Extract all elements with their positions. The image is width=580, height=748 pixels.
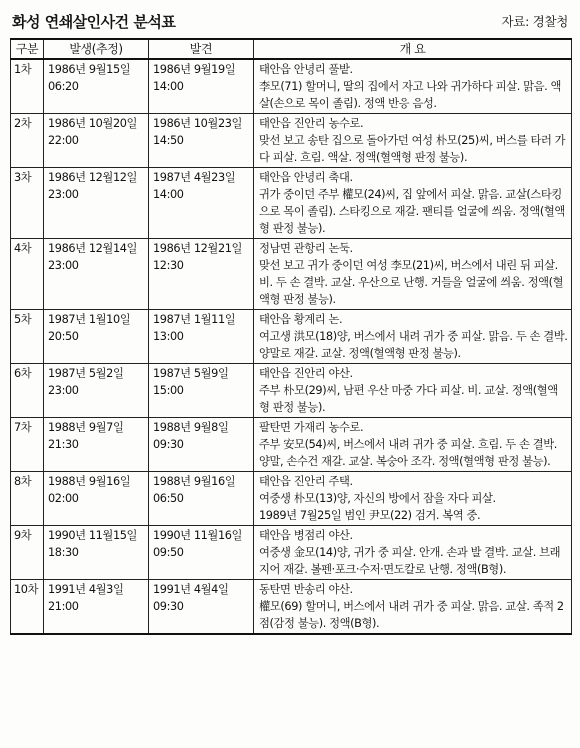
case-location: 태안읍 진안리 야산. <box>259 367 353 380</box>
column-header-number: 구분 <box>11 39 44 59</box>
case-summary <box>254 239 572 310</box>
case-summary <box>254 418 572 472</box>
table-row <box>11 168 572 239</box>
table-row <box>11 526 572 580</box>
table-row <box>11 364 572 418</box>
case-number: 6차 <box>11 364 44 418</box>
case-summary <box>254 168 572 239</box>
occurred-datetime: 1986년 12월14일 23:00 <box>44 239 149 310</box>
table-title: 화성 연쇄살인사건 분석표 <box>12 12 176 31</box>
table-row <box>11 59 572 114</box>
case-number: 10차 <box>11 580 44 635</box>
case-summary <box>254 114 572 168</box>
case-description: 주부 安모(54)씨, 버스에서 내려 귀가 중 피살. 흐림. 두 손 결박. 양말, 손수건 재갈. 교살. 복숭아 조각. 정액(혈액형 판정 불능). <box>259 438 557 468</box>
case-note: 1989년 7월25일 범인 尹모(22) 검거. 복역 중. <box>259 509 481 522</box>
occurred-datetime: 1990년 11월15일 18:30 <box>44 526 149 580</box>
occurred-datetime: 1986년 10월20일 22:00 <box>44 114 149 168</box>
occurred-datetime: 1988년 9월7일 21:30 <box>44 418 149 472</box>
found-datetime: 1988년 9월8일 09:30 <box>149 418 254 472</box>
case-summary <box>254 580 572 635</box>
case-location: 태안읍 진안리 주택. <box>259 475 353 488</box>
table-row <box>11 472 572 526</box>
case-location: 태안읍 황계리 논. <box>259 313 343 326</box>
found-datetime: 1986년 9월19일 14:00 <box>149 59 254 114</box>
case-location: 태안읍 안녕리 축대. <box>259 171 353 184</box>
found-datetime: 1987년 5월9일 15:00 <box>149 364 254 418</box>
case-summary <box>254 310 572 364</box>
case-number: 5차 <box>11 310 44 364</box>
found-datetime: 1986년 10월23일 14:50 <box>149 114 254 168</box>
found-datetime: 1986년 12월21일 12:30 <box>149 239 254 310</box>
case-summary <box>254 472 572 526</box>
case-location: 태안읍 안녕리 풀밭. <box>259 63 353 76</box>
table-row <box>11 114 572 168</box>
case-location: 태안읍 진안리 농수로. <box>259 117 364 130</box>
case-analysis-table <box>10 38 572 635</box>
case-description: 여중생 朴모(13)양, 자신의 방에서 잠을 자다 피살. <box>259 492 496 505</box>
occurred-datetime: 1987년 5월2일 23:00 <box>44 364 149 418</box>
case-number: 4차 <box>11 239 44 310</box>
case-description: 주부 朴모(29)씨, 남편 우산 마중 가다 피살. 비. 교살. 정액(혈액형 판정 불능). <box>259 384 558 414</box>
case-description: 맞선 보고 송탄 집으로 돌아가던 여성 朴모(25)씨, 버스를 타러 가다 피살. 흐림. 액살. 정액(혈액형 판정 불능). <box>259 134 566 164</box>
found-datetime: 1987년 4월23일 14:00 <box>149 168 254 239</box>
case-description: 權모(69) 할머니, 버스에서 내려 귀가 중 피살. 맑음. 교살. 족적 2점(감정 불능). 정액(B형). <box>259 600 564 630</box>
column-header-summary: 개 요 <box>254 39 572 59</box>
case-location: 팔탄면 가재리 농수로. <box>259 421 364 434</box>
case-number: 3차 <box>11 168 44 239</box>
found-datetime: 1991년 4월4일 09:30 <box>149 580 254 635</box>
case-number: 8차 <box>11 472 44 526</box>
column-header-occurred: 발생(추정) <box>44 39 149 59</box>
source-label: 자료: 경찰청 <box>501 14 568 29</box>
case-location: 정남면 관항리 논둑. <box>259 242 353 255</box>
table-row <box>11 239 572 310</box>
table-row <box>11 418 572 472</box>
occurred-datetime: 1991년 4월3일 21:00 <box>44 580 149 635</box>
occurred-datetime: 1987년 1월10일 20:50 <box>44 310 149 364</box>
case-number: 7차 <box>11 418 44 472</box>
case-location: 동탄면 반송리 야산. <box>259 583 353 596</box>
case-description: 귀가 중이던 주부 權모(24)씨, 집 앞에서 피살. 맑음. 교살(스타킹으로 목이 졸림). 스타킹으로 재갈. 팬티를 얼굴에 씌움. 정액(혈액형 판정 불능). <box>259 188 565 235</box>
case-summary <box>254 59 572 114</box>
case-summary <box>254 526 572 580</box>
table-header-row <box>11 39 572 59</box>
case-description: 李모(71) 할머니, 딸의 집에서 자고 나와 귀가하다 피살. 맑음. 액살(손으로 목이 졸림). 정액 반응 음성. <box>259 80 562 110</box>
occurred-datetime: 1986년 12월12일 23:00 <box>44 168 149 239</box>
case-number: 9차 <box>11 526 44 580</box>
column-header-found: 발견 <box>149 39 254 59</box>
case-description: 여중생 金모(14)양, 귀가 중 피살. 안개. 손과 발 결박. 교살. 브래지어 재갈. 볼펜·포크·수저·면도칼로 난행. 정액(B형). <box>259 546 561 576</box>
case-description: 맞선 보고 귀가 중이던 여성 李모(21)씨, 버스에서 내린 뒤 피살. 비. 두 손 결박. 교살. 우산으로 난행. 거들을 얼굴에 씌움. 정액(혈액형 판정 불능). <box>259 259 564 306</box>
found-datetime: 1988년 9월16일 06:50 <box>149 472 254 526</box>
found-datetime: 1987년 1월11일 13:00 <box>149 310 254 364</box>
table-row <box>11 580 572 635</box>
case-description: 여고생 洪모(18)양, 버스에서 내려 귀가 중 피살. 맑음. 두 손 결박. 양말로 재갈. 교살. 정액(혈액형 판정 불능). <box>259 330 568 360</box>
case-number: 1차 <box>11 59 44 114</box>
case-summary <box>254 364 572 418</box>
case-number: 2차 <box>11 114 44 168</box>
case-location: 태안읍 병점리 야산. <box>259 529 353 542</box>
found-datetime: 1990년 11월16일 09:50 <box>149 526 254 580</box>
occurred-datetime: 1986년 9월15일 06:20 <box>44 59 149 114</box>
table-header-bar <box>12 8 568 34</box>
occurred-datetime: 1988년 9월16일 02:00 <box>44 472 149 526</box>
table-row <box>11 310 572 364</box>
